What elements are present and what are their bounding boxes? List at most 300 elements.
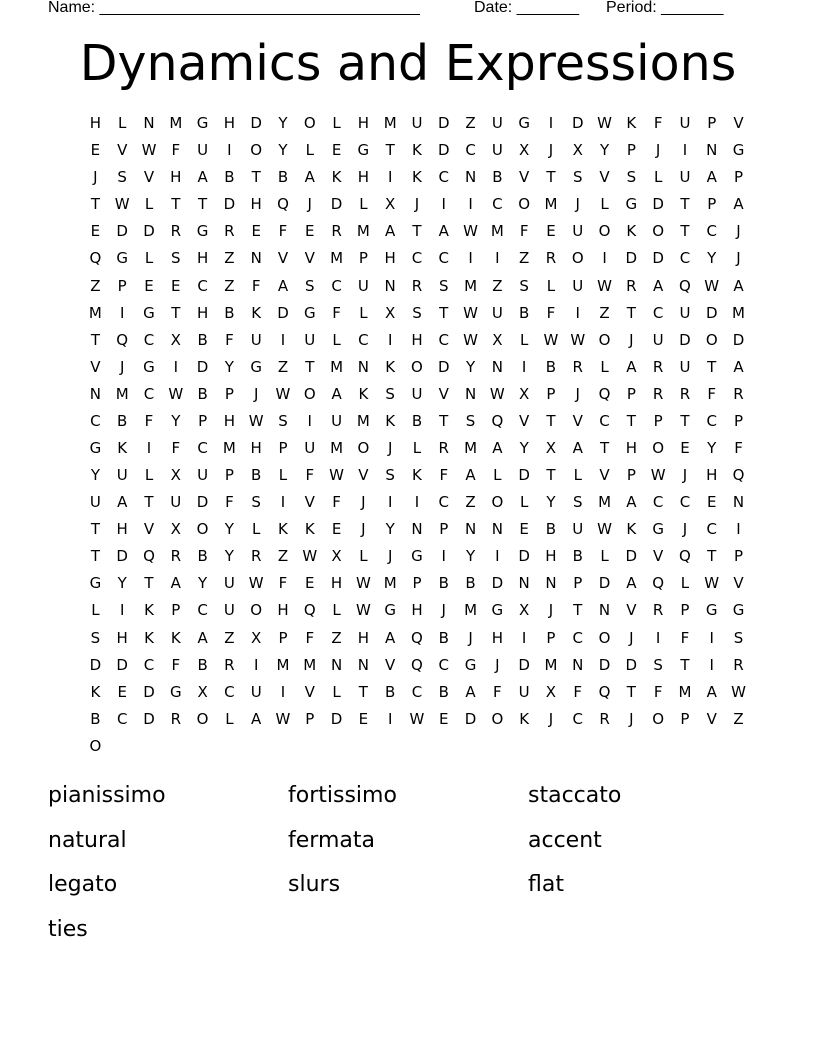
grid-letter: Z xyxy=(224,628,235,647)
grid-letter: O xyxy=(196,520,209,539)
grid-letter: O xyxy=(89,736,102,755)
grid-letter: Z xyxy=(465,493,476,512)
grid-letter: H xyxy=(625,438,637,457)
grid-letter: R xyxy=(170,547,181,566)
grid-letter: U xyxy=(223,601,235,620)
grid-letter: Z xyxy=(224,249,235,268)
grid-letter: J xyxy=(629,330,634,349)
grid-letter: C xyxy=(465,141,476,160)
grid-letter: V xyxy=(117,141,128,160)
grid-letter: R xyxy=(652,601,664,620)
grid-letter: O xyxy=(652,222,665,241)
grid-letter: V xyxy=(90,357,101,376)
grid-letter: R xyxy=(438,438,449,457)
grid-letter: L xyxy=(600,357,609,376)
date-field-label: Date: _______ xyxy=(474,0,579,16)
grid-letter: L xyxy=(412,438,422,457)
grid-letter: U xyxy=(491,141,503,160)
grid-letter: V xyxy=(304,493,315,512)
grid-letter: M xyxy=(222,438,236,457)
grid-letter: L xyxy=(600,195,609,214)
grid-letter: R xyxy=(170,222,181,241)
grid-letter: G xyxy=(625,195,638,214)
word-bank-item: fermata xyxy=(288,827,375,853)
grid-letter: C xyxy=(438,493,449,512)
grid-letter: Q xyxy=(679,547,691,566)
grid-letter: P xyxy=(546,628,556,647)
grid-letter: O xyxy=(411,357,423,376)
grid-letter: M xyxy=(678,682,692,701)
grid-letter: J xyxy=(736,222,741,241)
grid-letter: R xyxy=(224,655,235,674)
grid-letter: K xyxy=(385,357,396,376)
grid-letter: J xyxy=(253,384,259,403)
grid-letter: W xyxy=(355,601,371,620)
grid-letter: A xyxy=(251,709,262,728)
grid-letter: A xyxy=(170,574,181,593)
grid-letter: X xyxy=(331,547,342,566)
grid-letter: M xyxy=(330,249,344,268)
grid-letter: L xyxy=(144,249,154,268)
grid-letter: F xyxy=(171,655,181,674)
grid-letter: Z xyxy=(90,276,101,295)
grid-letter: N xyxy=(545,574,557,593)
grid-letter: G xyxy=(143,357,155,376)
grid-letter: G xyxy=(384,601,396,620)
grid-letter: O xyxy=(250,141,263,160)
grid-letter: A xyxy=(706,682,717,701)
grid-letter: X xyxy=(519,141,530,160)
grid-letter: W xyxy=(168,384,184,403)
word-search-grid xyxy=(82,110,752,760)
grid-letter: V xyxy=(653,547,664,566)
grid-letter: S xyxy=(519,276,529,295)
grid-letter: A xyxy=(277,276,289,295)
grid-letter: H xyxy=(89,114,102,133)
grid-letter: W xyxy=(704,276,720,295)
grid-letter: R xyxy=(331,222,342,241)
grid-letter: E xyxy=(90,222,101,241)
grid-letter: A xyxy=(733,357,744,376)
grid-letter: F xyxy=(225,330,234,349)
grid-letter: G xyxy=(732,141,745,160)
grid-letter: Q xyxy=(411,655,423,674)
grid-letter: M xyxy=(544,195,558,214)
grid-letter: K xyxy=(170,628,181,647)
grid-letter: S xyxy=(733,628,744,647)
grid-letter: D xyxy=(437,141,450,160)
grid-letter: T xyxy=(385,141,395,160)
grid-letter: S xyxy=(626,168,637,187)
grid-letter: P xyxy=(653,411,663,430)
grid-letter: P xyxy=(734,411,744,430)
word-bank-item: ties xyxy=(48,916,88,942)
grid-letter: H xyxy=(411,601,423,620)
grid-letter: Y xyxy=(707,249,717,268)
grid-letter: C xyxy=(438,249,449,268)
grid-letter: F xyxy=(251,276,261,295)
grid-letter: P xyxy=(278,438,288,457)
grid-letter: X xyxy=(385,195,396,214)
grid-letter: N xyxy=(89,384,102,403)
grid-letter: T xyxy=(707,547,717,566)
grid-letter: C xyxy=(706,411,717,430)
grid-letter: L xyxy=(493,466,502,485)
grid-letter: J xyxy=(387,438,393,457)
grid-letter: X xyxy=(385,303,396,322)
grid-letter: U xyxy=(679,357,691,376)
grid-letter: H xyxy=(357,168,369,187)
grid-letter: M xyxy=(330,438,344,457)
grid-letter: N xyxy=(357,655,369,674)
grid-letter: F xyxy=(734,438,743,457)
grid-letter: D xyxy=(598,655,611,674)
grid-letter: N xyxy=(706,141,718,160)
grid-letter: J xyxy=(629,709,634,728)
grid-letter: J xyxy=(387,547,393,566)
grid-letter: C xyxy=(143,330,155,349)
grid-letter: I xyxy=(280,682,286,701)
grid-letter: U xyxy=(250,330,262,349)
grid-letter: U xyxy=(197,466,209,485)
grid-letter: X xyxy=(519,601,530,620)
grid-letter: T xyxy=(412,222,422,241)
grid-letter: P xyxy=(305,709,315,728)
grid-letter: J xyxy=(548,709,554,728)
grid-letter: I xyxy=(521,357,527,376)
grid-letter: X xyxy=(251,628,262,647)
grid-letter: D xyxy=(625,655,638,674)
grid-letter: U xyxy=(491,114,503,133)
grid-letter: I xyxy=(495,249,500,268)
grid-letter: Z xyxy=(277,357,289,376)
grid-letter: G xyxy=(411,547,423,566)
grid-letter: T xyxy=(171,303,181,322)
word-bank-item: fortissimo xyxy=(288,783,397,808)
grid-letter: C xyxy=(411,682,423,701)
grid-letter: M xyxy=(330,357,344,376)
grid-letter: I xyxy=(119,303,125,322)
grid-letter: R xyxy=(626,276,637,295)
grid-letter: Y xyxy=(224,520,234,539)
grid-letter: I xyxy=(227,141,232,160)
grid-letter: H xyxy=(223,411,236,430)
word-bank-item: legato xyxy=(48,872,118,897)
grid-letter: Y xyxy=(171,411,181,430)
grid-letter: D xyxy=(89,655,102,674)
grid-letter: Y xyxy=(90,466,100,485)
grid-letter: Y xyxy=(519,438,529,457)
grid-letter: I xyxy=(655,628,661,647)
grid-letter: H xyxy=(250,195,262,214)
grid-letter: M xyxy=(598,493,612,512)
grid-letter: W xyxy=(275,384,291,403)
grid-letter: S xyxy=(572,168,583,187)
grid-letter: D xyxy=(116,655,128,674)
grid-letter: B xyxy=(492,168,503,187)
grid-letter: R xyxy=(652,357,664,376)
grid-letter: C xyxy=(143,384,155,403)
grid-letter: E xyxy=(117,682,127,701)
grid-letter: M xyxy=(464,438,478,457)
grid-letter: W xyxy=(597,520,612,539)
word-bank-item: flat xyxy=(528,872,564,897)
grid-letter: I xyxy=(387,709,393,728)
grid-letter: M xyxy=(464,601,478,620)
grid-letter: V xyxy=(626,601,637,620)
grid-letter: G xyxy=(143,303,155,322)
grid-letter: J xyxy=(119,357,125,376)
grid-letter: I xyxy=(709,628,714,647)
grid-letter: C xyxy=(706,520,717,539)
grid-letter: Q xyxy=(277,195,289,214)
grid-letter: H xyxy=(330,574,343,593)
grid-letter: S xyxy=(305,276,315,295)
grid-letter: L xyxy=(278,466,288,485)
grid-letter: C xyxy=(143,655,155,674)
grid-letter: H xyxy=(116,628,128,647)
word-bank-item: pianissimo xyxy=(48,783,166,808)
grid-letter: W xyxy=(463,330,478,349)
grid-letter: A xyxy=(653,276,664,295)
grid-letter: Y xyxy=(599,141,610,160)
grid-letter: P xyxy=(734,547,744,566)
grid-letter: S xyxy=(251,493,261,512)
grid-letter: A xyxy=(197,168,208,187)
grid-letter: P xyxy=(680,601,690,620)
grid-letter: D xyxy=(330,195,343,214)
grid-letter: P xyxy=(707,195,717,214)
grid-letter: X xyxy=(170,466,181,485)
grid-letter: F xyxy=(439,466,449,485)
grid-letter: D xyxy=(143,222,155,241)
grid-letter: I xyxy=(709,655,714,674)
grid-letter: L xyxy=(573,466,582,485)
grid-letter: S xyxy=(117,168,127,187)
grid-letter: L xyxy=(546,276,556,295)
word-bank-item: natural xyxy=(48,827,127,853)
grid-letter: B xyxy=(438,682,449,701)
grid-letter: J xyxy=(548,601,554,620)
word-bank-item: accent xyxy=(528,827,602,853)
grid-letter: T xyxy=(626,411,636,430)
grid-letter: I xyxy=(736,520,741,539)
grid-letter: T xyxy=(707,357,717,376)
word-bank-item: slurs xyxy=(288,872,341,897)
grid-letter: L xyxy=(359,547,368,566)
grid-letter: T xyxy=(599,438,610,457)
grid-letter: Z xyxy=(224,276,235,295)
grid-letter: V xyxy=(733,114,744,133)
grid-letter: V xyxy=(572,411,583,430)
grid-letter: N xyxy=(491,357,503,376)
grid-letter: J xyxy=(629,628,634,647)
grid-letter: B xyxy=(385,682,396,701)
grid-letter: J xyxy=(361,493,366,512)
grid-letter: C xyxy=(224,682,235,701)
grid-letter: C xyxy=(679,493,691,512)
grid-letter: V xyxy=(519,168,530,187)
grid-letter: N xyxy=(732,493,745,512)
grid-letter: G xyxy=(169,682,182,701)
grid-letter: W xyxy=(731,682,746,701)
grid-letter: P xyxy=(278,628,288,647)
grid-letter: Y xyxy=(385,520,395,539)
grid-letter: E xyxy=(144,276,154,295)
grid-letter: K xyxy=(412,141,422,160)
grid-letter: E xyxy=(90,141,101,160)
grid-letter: L xyxy=(118,114,127,133)
grid-letter: D xyxy=(652,195,664,214)
grid-letter: O xyxy=(652,438,665,457)
grid-letter: O xyxy=(652,709,665,728)
grid-letter: X xyxy=(197,682,208,701)
grid-letter: F xyxy=(171,438,181,457)
grid-letter: D xyxy=(625,547,638,566)
grid-letter: Y xyxy=(278,141,288,160)
grid-letter: I xyxy=(602,249,607,268)
grid-letter: Q xyxy=(89,249,102,268)
grid-letter: K xyxy=(412,168,422,187)
grid-letter: T xyxy=(305,357,315,376)
grid-letter: O xyxy=(598,628,611,647)
grid-letter: O xyxy=(518,195,531,214)
grid-letter: V xyxy=(706,709,717,728)
grid-letter: K xyxy=(304,520,315,539)
grid-letter: A xyxy=(438,222,449,241)
grid-letter: R xyxy=(411,276,423,295)
grid-letter: W xyxy=(543,330,559,349)
grid-letter: I xyxy=(682,141,688,160)
grid-letter: G xyxy=(464,655,477,674)
period-field-label: Period: _______ xyxy=(606,0,724,16)
grid-letter: E xyxy=(171,276,181,295)
grid-letter: E xyxy=(680,438,690,457)
grid-letter: N xyxy=(250,249,262,268)
grid-letter: T xyxy=(144,493,154,512)
grid-letter: F xyxy=(278,222,288,241)
grid-letter: P xyxy=(171,601,181,620)
grid-letter: U xyxy=(170,493,182,512)
grid-letter: M xyxy=(88,303,102,322)
grid-letter: D xyxy=(625,249,638,268)
grid-letter: W xyxy=(489,384,505,403)
grid-letter: J xyxy=(468,628,473,647)
grid-letter: R xyxy=(572,357,583,376)
grid-letter: A xyxy=(465,682,476,701)
grid-letter: B xyxy=(411,411,423,430)
grid-letter: D xyxy=(732,330,745,349)
grid-letter: U xyxy=(679,168,691,187)
grid-letter: S xyxy=(653,655,663,674)
grid-letter: R xyxy=(652,384,664,403)
grid-letter: D xyxy=(705,303,718,322)
grid-letter: Y xyxy=(465,357,476,376)
grid-letter: P xyxy=(680,709,690,728)
grid-letter: V xyxy=(358,466,369,485)
grid-letter: P xyxy=(707,114,717,133)
grid-letter: D xyxy=(250,114,262,133)
grid-letter: U xyxy=(223,574,235,593)
grid-letter: P xyxy=(573,574,583,593)
grid-letter: B xyxy=(90,709,101,728)
grid-letter: G xyxy=(196,114,209,133)
grid-letter: I xyxy=(575,303,580,322)
grid-letter: K xyxy=(144,601,154,620)
grid-letter: H xyxy=(357,114,369,133)
grid-letter: P xyxy=(626,466,636,485)
grid-letter: L xyxy=(144,466,154,485)
grid-letter: K xyxy=(519,709,530,728)
grid-letter: N xyxy=(464,520,477,539)
grid-letter: B xyxy=(197,655,208,674)
grid-letter: G xyxy=(518,114,530,133)
grid-letter: X xyxy=(545,682,557,701)
grid-letter: D xyxy=(571,114,584,133)
grid-letter: L xyxy=(91,601,100,620)
grid-letter: R xyxy=(224,222,235,241)
grid-letter: H xyxy=(277,601,289,620)
grid-letter: H xyxy=(411,330,423,349)
grid-letter: X xyxy=(170,330,181,349)
grid-letter: F xyxy=(519,222,529,241)
grid-letter: H xyxy=(250,438,262,457)
grid-letter: T xyxy=(144,574,154,593)
grid-letter: G xyxy=(652,520,664,539)
grid-letter: F xyxy=(332,493,341,512)
grid-letter: F xyxy=(653,682,663,701)
grid-letter: T xyxy=(626,682,636,701)
grid-letter: C xyxy=(358,330,369,349)
name-field-label: Name: ____________________________________ xyxy=(48,0,420,16)
grid-letter: O xyxy=(571,249,584,268)
grid-letter: N xyxy=(411,520,423,539)
grid-letter: V xyxy=(304,682,315,701)
grid-letter: T xyxy=(90,520,100,539)
grid-letter: D xyxy=(598,574,611,593)
grid-letter: F xyxy=(225,493,234,512)
grid-letter: I xyxy=(521,628,527,647)
grid-letter: J xyxy=(414,195,420,214)
grid-letter: E xyxy=(439,709,449,728)
grid-letter: N xyxy=(464,168,477,187)
grid-letter: Y xyxy=(117,574,127,593)
grid-letter: G xyxy=(89,438,102,457)
grid-letter: W xyxy=(355,574,371,593)
grid-letter: T xyxy=(358,682,368,701)
grid-letter: C xyxy=(652,493,664,512)
grid-letter: W xyxy=(114,195,130,214)
grid-letter: D xyxy=(330,709,343,728)
grid-letter: C xyxy=(572,709,583,728)
grid-letter: U xyxy=(572,520,584,539)
grid-letter: J xyxy=(441,601,446,620)
grid-letter: W xyxy=(329,466,344,485)
grid-letter: J xyxy=(575,384,580,403)
grid-letter: A xyxy=(733,276,744,295)
grid-letter: Q xyxy=(679,276,691,295)
grid-letter: P xyxy=(198,411,208,430)
grid-letter: E xyxy=(358,709,369,728)
grid-letter: J xyxy=(548,141,554,160)
grid-letter: U xyxy=(518,682,530,701)
grid-letter: X xyxy=(572,141,583,160)
grid-letter: E xyxy=(251,222,261,241)
grid-letter: O xyxy=(303,114,316,133)
grid-letter: H xyxy=(196,249,209,268)
grid-letter: L xyxy=(332,682,341,701)
grid-letter: T xyxy=(546,466,556,485)
